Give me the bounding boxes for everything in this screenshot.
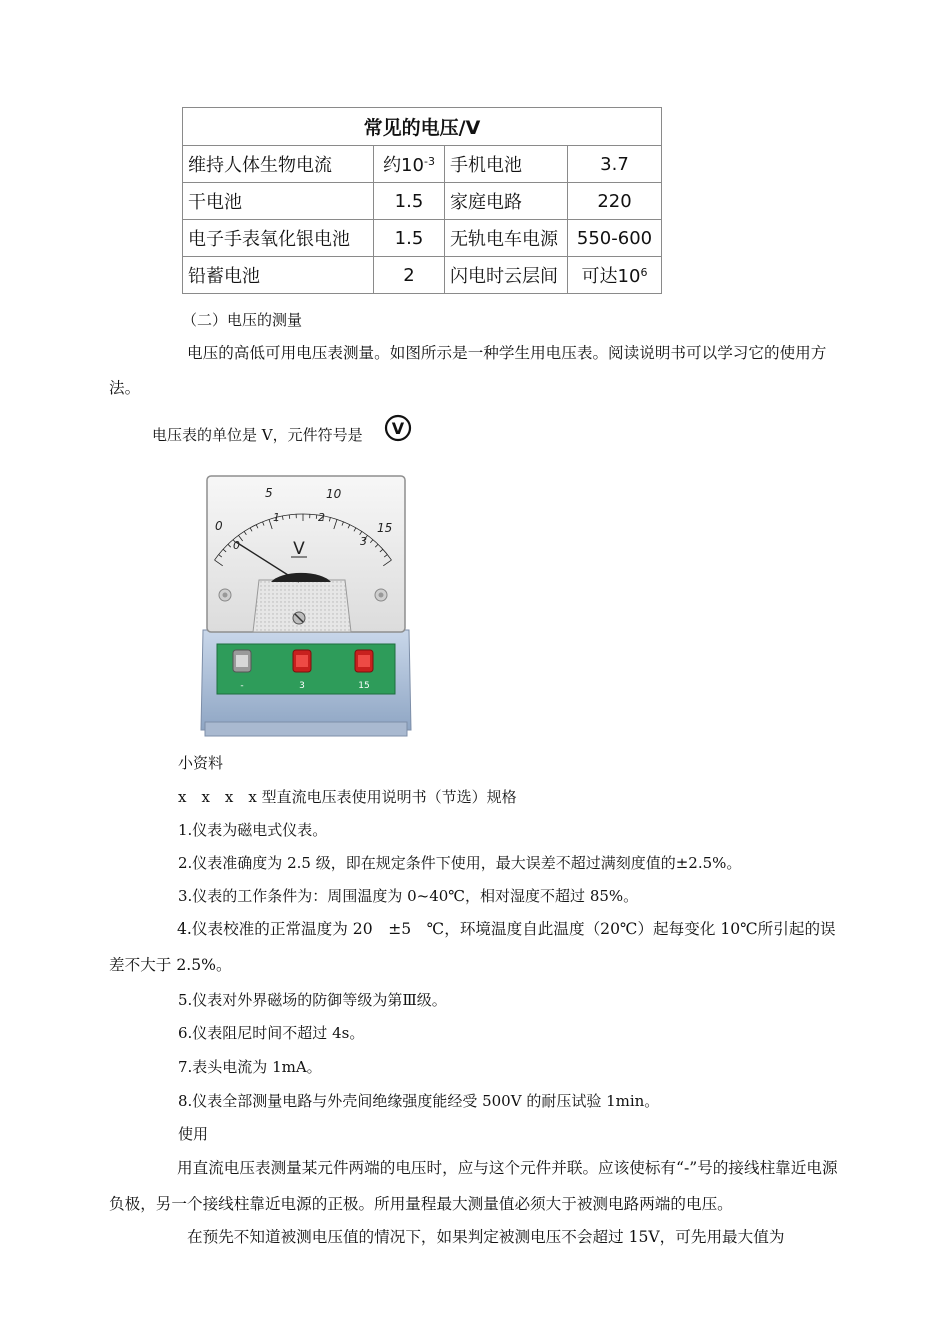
voltage-table xyxy=(182,107,662,294)
table-cell: 闪电时云层间 xyxy=(445,257,568,294)
info-heading: 小资料 xyxy=(178,754,224,772)
table-cell: 干电池 xyxy=(183,183,374,220)
table-cell: 550-600 xyxy=(568,220,662,257)
scale-tick xyxy=(316,515,317,519)
table-row xyxy=(183,257,662,294)
scale-tick xyxy=(289,515,290,519)
table-cell: 可达$10^6$ xyxy=(568,257,662,294)
terminal-label: - xyxy=(240,681,244,691)
spec-item: 4.仪表校准的正常温度为 20 ±5 ℃，环境温度自此温度（20℃）起每变化 10℃所引起的误差不大于 2.5%。 xyxy=(109,920,836,974)
table-cell: 电子手表氧化银电池 xyxy=(183,220,374,257)
scale-label: 5 xyxy=(265,486,273,500)
table-row xyxy=(183,146,662,183)
table-title: 常见的电压/V xyxy=(183,108,662,146)
section-title: （二）电压的测量 xyxy=(182,311,303,329)
usage-paragraph-2: 在预先不知道被测电压值的情况下，如果判定被测电压不会超过 15V，可先用最大值为 xyxy=(187,1228,785,1246)
manual-title: x x x x 型直流电压表使用说明书（节选）规格 xyxy=(178,788,517,806)
terminal-15v xyxy=(355,650,373,672)
table-row xyxy=(183,220,662,257)
spec-item: 8.仪表全部测量电路与外壳间绝缘强度能经受 500V 的耐压试验 1min。 xyxy=(178,1092,660,1110)
table-cell: 手机电池 xyxy=(445,146,568,183)
scale-label: 0 xyxy=(215,519,223,533)
table-cell: 约$10^{-3}$ xyxy=(374,146,445,183)
terminal-negative xyxy=(233,650,251,672)
scale-label: 10 xyxy=(326,487,342,501)
spec-item: 5.仪表对外界磁场的防御等级为第Ⅲ级。 xyxy=(178,991,447,1009)
voltmeter-symbol-icon xyxy=(384,414,412,442)
voltmeter-illustration xyxy=(199,472,413,739)
table-cell: 无轨电车电源 xyxy=(445,220,568,257)
spec-item: 7.表头电流为 1mA。 xyxy=(178,1058,322,1076)
table-cell: 1.5 xyxy=(374,183,445,220)
spec-item: 2.仪表准确度为 2.5 级，即在规定条件下使用，最大误差不超过满刻度值的±2.5%。 xyxy=(178,854,742,872)
table-cell: 铅蓄电池 xyxy=(183,257,374,294)
scale-label: 3 xyxy=(360,535,367,548)
terminal-label: 15 xyxy=(358,681,370,691)
spec-item: 6.仪表阻尼时间不超过 4s。 xyxy=(178,1024,365,1042)
spec-item: 1.仪表为磁电式仪表。 xyxy=(178,821,328,839)
table-cell: 3.7 xyxy=(568,146,662,183)
spec-item: 3.仪表的工作条件为：周围温度为 0~40℃，相对湿度不超过 85%。 xyxy=(178,887,639,905)
usage-paragraph: 用直流电压表测量某元件两端的电压时，应与这个元件并联。应该使标有“-”号的接线柱靠近电源负极，另一个接线柱靠近电源的正极。所用量程最大测量值必须大于被测电路两端的电压。 xyxy=(109,1159,838,1213)
table-cell: 维持人体生物电流 xyxy=(183,146,374,183)
unit-line: 电压表的单位是 V，元件符号是 xyxy=(152,426,363,444)
scale-label: 1 xyxy=(273,511,280,524)
table-cell: 220 xyxy=(568,183,662,220)
terminal-3v xyxy=(293,650,311,672)
table-row xyxy=(183,183,662,220)
terminal-label: 3 xyxy=(299,681,305,691)
usage-heading: 使用 xyxy=(178,1125,209,1143)
scale-label: 2 xyxy=(318,511,325,524)
table-cell: 1.5 xyxy=(374,220,445,257)
intro-paragraph: 电压的高低可用电压表测量。如图所示是一种学生用电压表。阅读说明书可以学习它的使用方法。 xyxy=(109,344,827,397)
scale-label: 15 xyxy=(377,521,393,535)
svg-text:V: V xyxy=(391,419,405,438)
table-cell: 2 xyxy=(374,257,445,294)
scale-label: 0 xyxy=(233,539,240,552)
table-cell: 家庭电路 xyxy=(445,183,568,220)
meter-face-label: V xyxy=(293,539,305,559)
